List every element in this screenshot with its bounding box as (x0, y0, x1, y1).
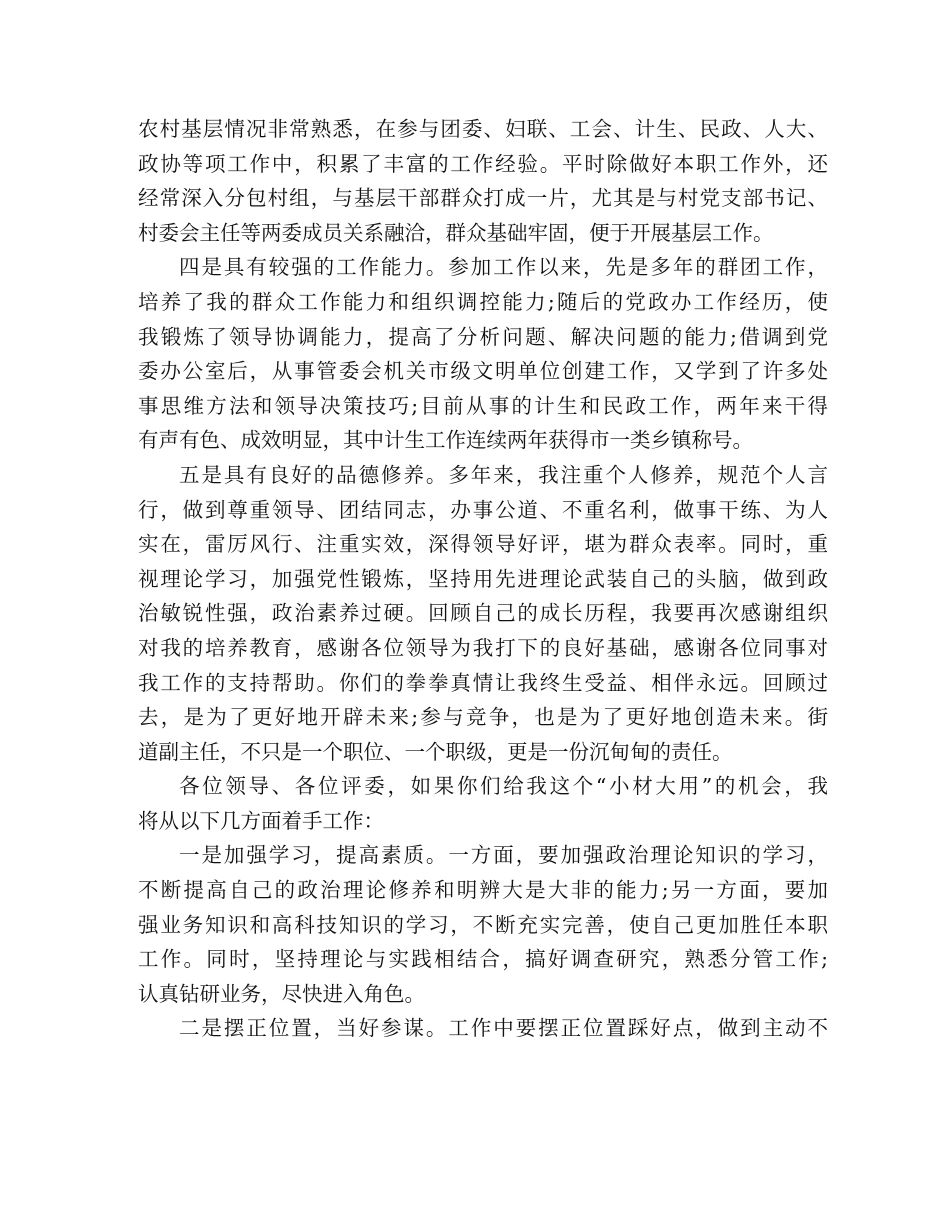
text-line: 行，做到尊重领导、团结同志，办事公道、不重名利，做事干练、为人 (138, 497, 828, 522)
text-line: 强业务知识和高科技知识的学习，不断充实完善，使自己更加胜任本职 (138, 912, 828, 937)
text-line: 事思维方法和领导决策技巧;目前从事的计生和民政工作，两年来干得 (138, 393, 828, 418)
text-line: 对我的培养教育，感谢各位领导为我打下的良好基础，感谢各位同事对 (138, 635, 828, 660)
paragraph-first-line: 各位领导、各位评委，如果你们给我这个“小材大用”的机会，我 (179, 774, 828, 799)
text-line: 视理论学习，加强党性锻炼，坚持用先进理论武装自己的头脑，做到政 (138, 566, 828, 591)
paragraph-first-line: 一是加强学习，提高素质。一方面，要加强政治理论知识的学习， (179, 843, 828, 868)
text-line: 认真钻研业务，尽快进入角色。 (138, 981, 425, 1006)
text-line: 不断提高自己的政治理论修养和明辨大是大非的能力;另一方面，要加 (138, 878, 828, 903)
text-line: 政协等项工作中，积累了丰富的工作经验。平时除做好本职工作外，还 (138, 151, 828, 176)
text-line: 培养了我的群众工作能力和组织调控能力;随后的党政办工作经历，使 (138, 289, 828, 314)
text-line: 我锻炼了领导协调能力，提高了分析问题、解决问题的能力;借调到党 (138, 324, 828, 349)
text-line: 治敏锐性强，政治素养过硬。回顾自己的成长历程，我要再次感谢组织 (138, 601, 828, 626)
text-line: 去，是为了更好地开辟未来;参与竞争，也是为了更好地创造未来。街 (138, 705, 828, 730)
text-line: 经常深入分包村组，与基层干部群众打成一片，尤其是与村党支部书记、 (138, 186, 828, 211)
paragraph-first-line: 四是具有较强的工作能力。参加工作以来，先是多年的群团工作， (179, 255, 828, 280)
paragraph-first-line: 五是具有良好的品德修养。多年来，我注重个人修养，规范个人言 (179, 462, 828, 487)
text-line: 实在，雷厉风行、注重实效，深得领导好评，堪为群众表率。同时，重 (138, 532, 828, 557)
text-line: 委办公室后，从事管委会机关市级文明单位创建工作，又学到了许多处 (138, 359, 828, 384)
text-line: 工作。同时，坚持理论与实践相结合，搞好调查研究，熟悉分管工作; (138, 947, 828, 972)
paragraph-first-line: 二是摆正位置，当好参谋。工作中要摆正位置踩好点，做到主动不 (179, 1016, 828, 1041)
text-line: 我工作的支持帮助。你们的拳拳真情让我终生受益、相伴永远。回顾过 (138, 670, 828, 695)
text-line: 有声有色、成效明显，其中计生工作连续两年获得市一类乡镇称号。 (138, 428, 753, 453)
text-line: 村委会主任等两委成员关系融洽，群众基础牢固，便于开展基层工作。 (138, 220, 774, 245)
text-line: 农村基层情况非常熟悉，在参与团委、妇联、工会、计生、民政、人大、 (138, 117, 828, 141)
document-body-text (138, 112, 828, 1046)
text-line: 将从以下几方面着手工作： (138, 808, 384, 833)
text-line: 道副主任，不只是一个职位、一个职级，更是一份沉甸甸的责任。 (138, 739, 733, 764)
